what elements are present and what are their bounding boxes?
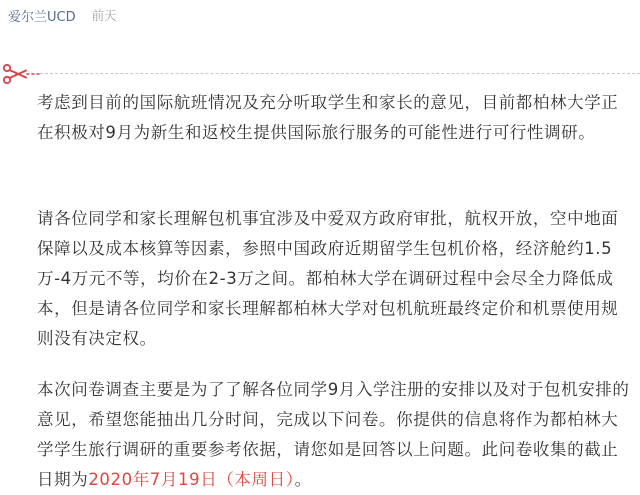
account-name-link[interactable]: 爱尔兰UCD	[8, 9, 76, 25]
paragraph-2: 请各位同学和家长理解包机事宜涉及中爱双方政府审批，航权开放，空中地面保障以及成本核算等因素，参照中国政府近期留学生包机价格，经济舱约1.5万-4万元不等，均价在2-3万之间。都柏林大学在调研过程中会尽全力降低成本，但是请各位同学和家长理解都柏林大学对包机航班最终定价和机票使用规则没有决定权。	[37, 209, 619, 348]
paragraph-3	[37, 375, 633, 495]
paragraph-3-end: 。	[294, 470, 312, 489]
scissors-icon	[2, 64, 42, 84]
deadline-date: 2020年7月19日（本周日）	[88, 470, 295, 489]
paragraph-1: 考虑到目前的国际航班情况及充分听取学生和家长的意见，目前都柏林大学正在积极对9月为新生和返校生提供国际旅行服务的可能性进行可行性调研。	[37, 93, 619, 142]
cut-line-divider	[0, 64, 640, 84]
paragraph-3-text: 本次问卷调查主要是为了了解各位同学9月入学注册的安排以及对于包机安排的意见，希望您能抽出几分时间，完成以下问卷。你提供的信息将作为都柏林大学学生旅行调研的重要参考依据，请您如是回答以上问题。此问卷收集的截止日期为	[37, 380, 630, 489]
publish-time: 前天	[91, 8, 117, 23]
dashed-line	[40, 73, 640, 74]
article-header	[8, 4, 117, 26]
